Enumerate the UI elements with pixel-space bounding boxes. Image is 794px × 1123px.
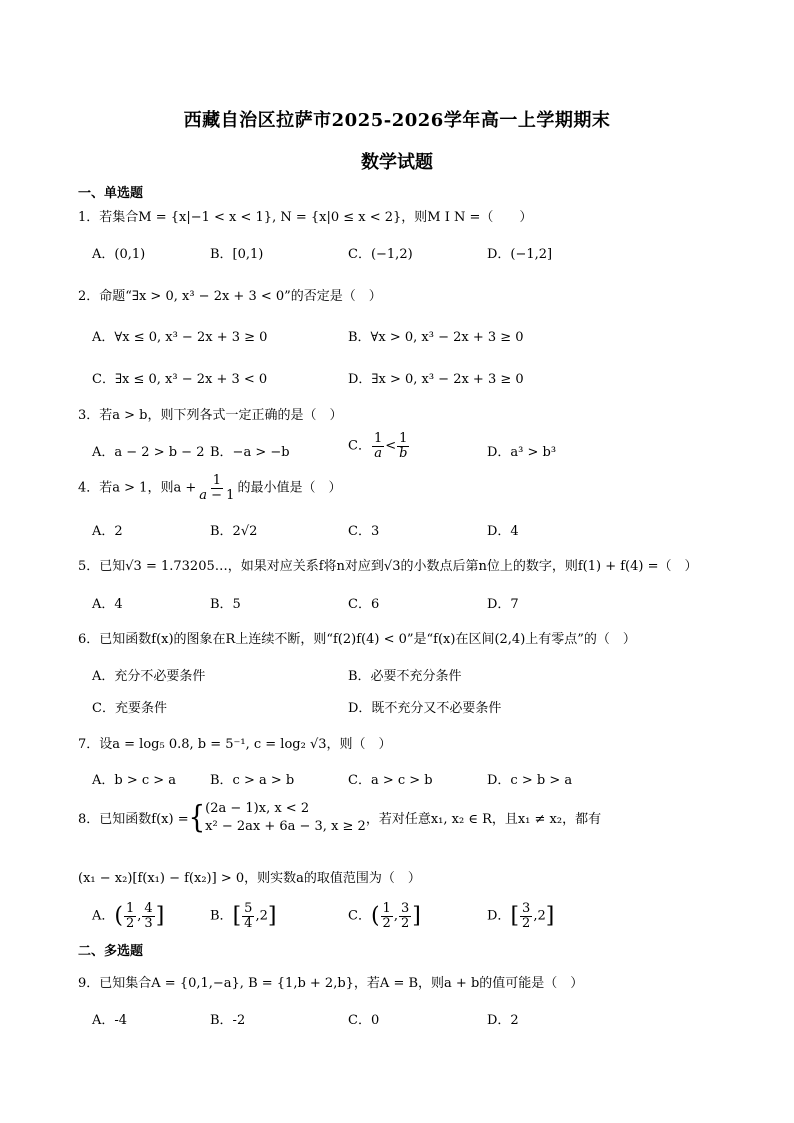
question-2-option-b: B．∀x > 0, x³ − 2x + 3 ≥ 0 [348, 330, 524, 345]
question-5-option-c: C．6 [348, 597, 380, 612]
question-3-option-c-label: C． [348, 438, 371, 454]
question-7-option-d: D．c > b > a [487, 773, 573, 788]
question-2-option-c: C．∃x ≤ 0, x³ − 2x + 3 < 0 [92, 372, 268, 387]
question-7-option-a: A．b > c > a [92, 773, 177, 788]
piecewise-definition [205, 800, 366, 835]
question-8-stem-start: 8．已知函数f(x) = [78, 812, 189, 828]
question-4-option-c: C．3 [348, 524, 380, 539]
question-4-stem-start: 4．若a > 1，则a + [78, 480, 197, 496]
question-8-option-b-label: B． [210, 908, 233, 924]
question-5-option-a: A．4 [92, 597, 123, 612]
question-5-stem: 5．已知√3 = 1.73205…，如果对应关系f将n对应到√3的小数点后第n位上的数字，则f(1) + f(4) =（ ） [78, 559, 698, 574]
question-2-stem: 2．命题“∃x > 0, x³ − 2x + 3 < 0”的否定是（ ） [78, 289, 382, 304]
question-8-option-d: D．[ $\frac{3}{2}$ ,2] [487, 901, 555, 931]
question-7-stem: 7．设a = log₅ 0.8, b = 5⁻¹, c = log₂ √3，则（ ） [78, 737, 392, 752]
question-9-option-b: B．-2 [210, 1013, 246, 1028]
question-1-option-b: B．[0,1) [210, 247, 264, 262]
piece-1: (2a − 1)x, x < 2 [205, 801, 310, 816]
question-3-option-d: D．a³ > b³ [487, 445, 557, 460]
question-2-option-a: A．∀x ≤ 0, x³ − 2x + 3 ≥ 0 [92, 330, 268, 345]
question-8-option-d-label: D． [487, 908, 511, 924]
question-3-stem: 3．若a > b，则下列各式一定正确的是（ ） [78, 408, 343, 423]
question-7-option-c: C．a > c > b [348, 773, 433, 788]
question-9-option-c: C．0 [348, 1013, 380, 1028]
piece-2: x² − 2ax + 6a − 3, x ≥ 2 [205, 818, 366, 834]
left-brace: { [188, 799, 206, 836]
question-6-option-a: A．充分不必要条件 [92, 669, 206, 684]
question-8-stem-end: ，若对任意x₁, x₂ ∈ R，且x₁ ≠ x₂，都有 [365, 812, 602, 828]
question-7-option-b: B．c > a > b [210, 773, 295, 788]
question-6-option-c: C．充要条件 [92, 701, 167, 716]
section-multiple-choice: 二、多选题 [78, 944, 144, 959]
question-6-option-d: D．既不充分又不必要条件 [348, 701, 502, 716]
question-8-option-c-label: C． [348, 908, 371, 924]
question-4-option-b: B．2√2 [210, 524, 258, 539]
question-8-stem [78, 800, 601, 835]
question-8-option-a: A．( $\frac{1}{2}$ , $\frac{4}{3}$ ] [92, 901, 165, 931]
question-9-option-d: D．2 [487, 1013, 519, 1028]
question-9-option-a: A．-4 [92, 1013, 128, 1028]
question-1-option-c: C．(−1,2) [348, 247, 413, 262]
less-than-sign: < [385, 438, 397, 454]
question-6-stem: 6．已知函数f(x)的图象在R上连续不断，则“f(2)f(4) < 0”是“f(x)在区间(2,4)上有零点”的（ ） [78, 632, 636, 647]
page-subtitle: 数学试题 [361, 152, 433, 173]
fraction-1-over-a-minus-1: $\frac{1}{a - 1}$ [199, 473, 235, 503]
question-5-option-d: D．7 [487, 597, 519, 612]
question-1-stem: 1．若集合M = {x|−1 < x < 1}, N = {x|0 ≤ x < 2}，则M I N =（ ） [78, 210, 533, 225]
question-1-option-a: A．(0,1) [92, 247, 146, 262]
question-2-option-d: D．∃x > 0, x³ − 2x + 3 ≥ 0 [348, 372, 524, 387]
question-8-condition: (x₁ − x₂)[f(x₁) − f(x₂)] > 0，则实数a的取值范围为（ ） [78, 871, 421, 886]
question-8-option-c: C．( $\frac{1}{2}$ , $\frac{3}{2}$ ] [348, 901, 421, 931]
question-9-stem: 9．已知集合A = {0,1,−a}, B = {1,b + 2,b}，若A = B，则a + b的值可能是（ ） [78, 976, 584, 991]
question-1-option-d: D．(−1,2] [487, 247, 553, 262]
question-4-option-a: A．2 [92, 524, 123, 539]
question-8-option-b: B．[ $\frac{5}{4}$ ,2] [210, 901, 277, 931]
question-4-option-d: D．4 [487, 524, 519, 539]
fraction-1-over-b: $\frac{1}{b}$ [399, 431, 408, 461]
page-title: 西藏自治区拉萨市2025-2026学年高一上学期期末 [183, 110, 611, 131]
question-3-option-c [348, 432, 410, 460]
question-3-option-a: A．a − 2 > b − 2 [92, 445, 205, 460]
question-5-option-b: B．5 [210, 597, 241, 612]
question-3-option-b: B．−a > −b [210, 445, 290, 460]
question-4-stem-end: 的最小值是（ ） [237, 480, 342, 496]
question-6-option-b: B．必要不充分条件 [348, 669, 462, 684]
fraction-1-over-a: $\frac{1}{a}$ [373, 431, 383, 461]
question-8-option-a-label: A． [92, 908, 115, 924]
question-4-stem [78, 474, 341, 502]
section-single-choice: 一、单选题 [78, 186, 144, 201]
